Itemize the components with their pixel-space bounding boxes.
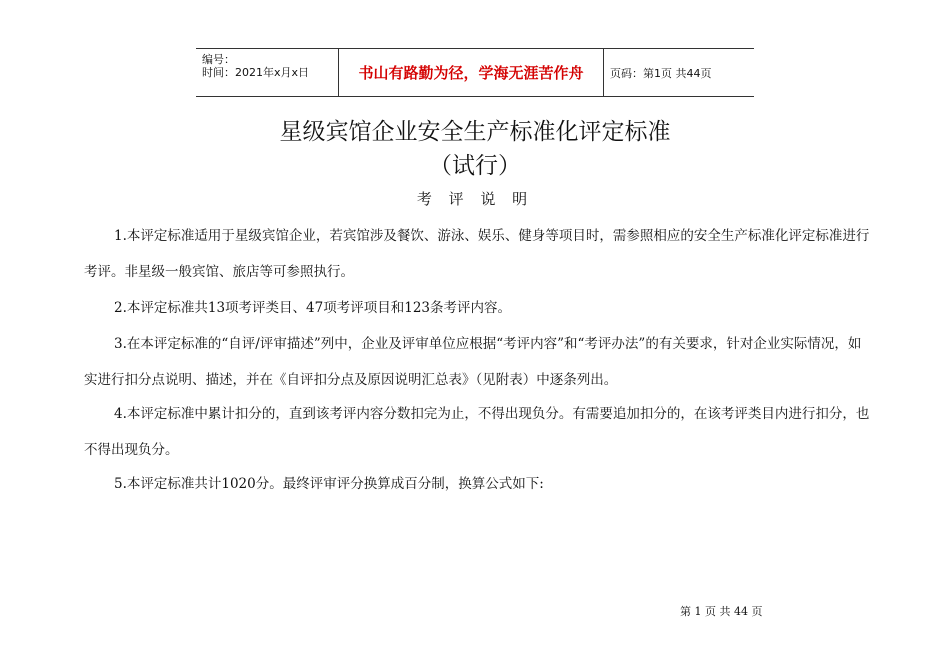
page-indicator: 第 1 页 共 44 页 [680,605,763,618]
paragraph-4: 4.本评定标准中累计扣分的，直到该考评内容分数扣完为止，不得出现负分。有需要追加扣分的，在该考评类目内进行扣分，也不得出现负分。 [84,406,870,458]
paragraph-5: 5.本评定标准共计1020分。最终评审评分换算成百分制，换算公式如下: [114,476,544,492]
number-label: 编号： [202,53,235,66]
paragraph-2: 2.本评定标准共13项考评类目、47项考评项目和123条考评内容。 [114,300,512,316]
header-motto: 书山有路勤为径，学海无涯苦作舟 [339,49,604,96]
header-page-label: 页码：第1页 共44页 [610,66,712,80]
document-title: 星级宾馆企业安全生产标准化评定标准 [279,119,671,145]
section-heading: 考 评 说 明 [416,190,534,208]
header-meta [196,49,339,96]
page-header [196,48,754,97]
document-subtitle: （试行） [429,153,521,179]
paragraph-3: 3.在本评定标准的“自评/评审描述”列中，企业及评审单位应根据“考评内容”和“考评办法”的有关要求，针对企业实际情况，如实进行扣分点说明、描述，并在《自评扣分点及原因说明汇总表》（见附表）中逐条列出。 [84,336,862,388]
paragraph-1: 1.本评定标准适用于星级宾馆企业，若宾馆涉及餐饮、游泳、娱乐、健身等项目时，需参照相应的安全生产标准化评定标准进行考评。非星级一般宾馆、旅店等可参照执行。 [84,228,870,280]
time-label: 时间：2021年x月x日 [202,66,310,79]
